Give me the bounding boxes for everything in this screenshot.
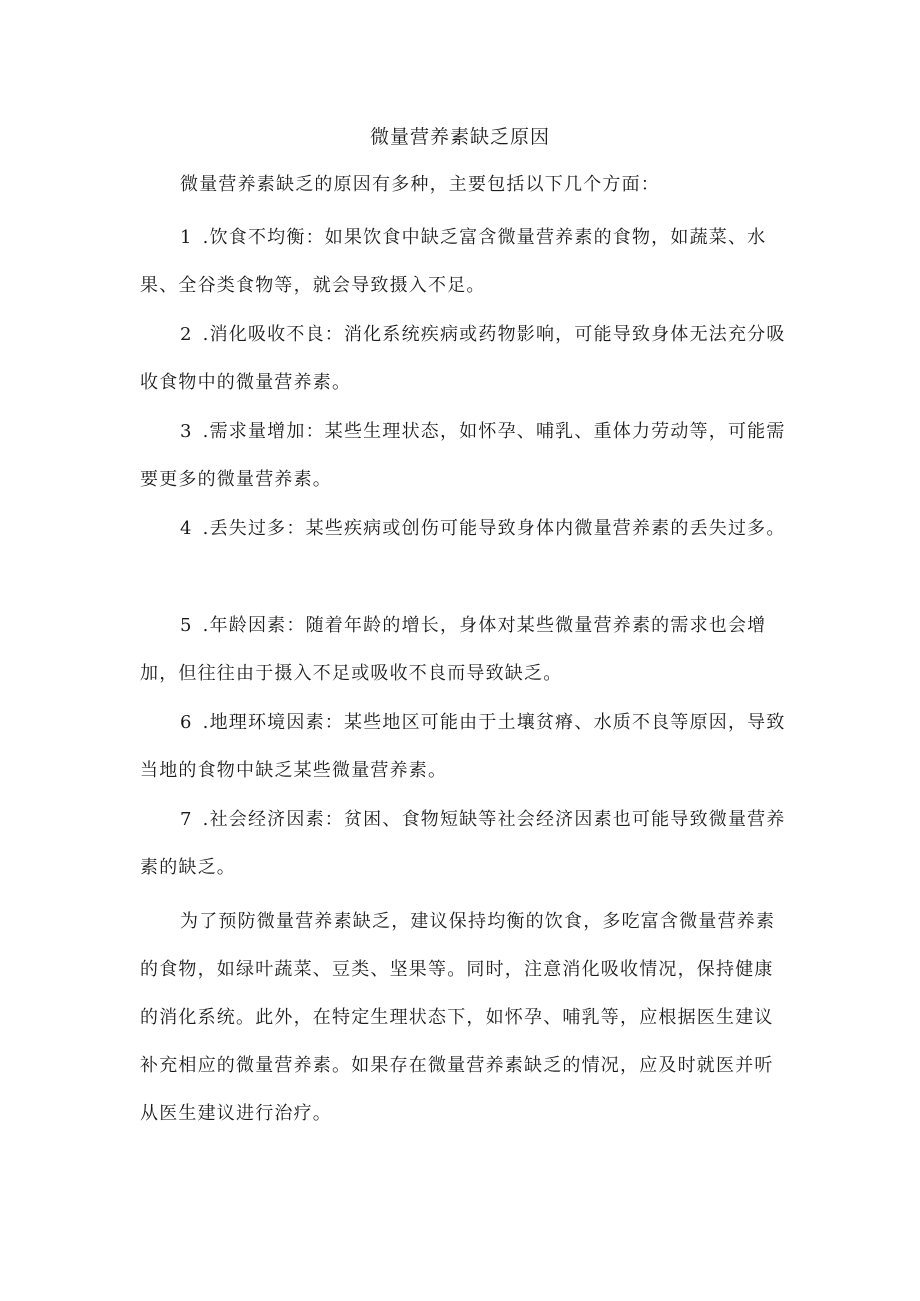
list-item bbox=[140, 796, 790, 892]
list-item-text: .年龄因素：随着年龄的增长，身体对某些微量营养素的需求也会增加，但往往由于摄入不足或吸收不良而导致缺乏。 bbox=[140, 615, 767, 684]
list-item-number: 5 bbox=[180, 615, 193, 636]
list-item-text: .饮食不均衡：如果饮食中缺乏富含微量营养素的食物，如蔬菜、水果、全谷类食物等，就会导致摄入不足。 bbox=[140, 227, 767, 296]
document-title: 微量营养素缺乏原因 bbox=[369, 126, 550, 148]
list-item bbox=[140, 214, 790, 310]
intro-paragraph: 微量营养素缺乏的原因有多种，主要包括以下几个方面： bbox=[180, 174, 660, 195]
list-item bbox=[140, 408, 790, 504]
list-item-text: .需求量增加：某些生理状态，如怀孕、哺乳、重体力劳动等，可能需要更多的微量营养素。 bbox=[140, 421, 786, 490]
list-item-number: 4 bbox=[180, 518, 193, 539]
list-item-number: 7 bbox=[180, 809, 193, 830]
list-item bbox=[140, 699, 790, 795]
closing-paragraph: 为了预防微量营养素缺乏，建议保持均衡的饮食，多吃富含微量营养素的食物，如绿叶蔬菜、豆类、坚果等。同时，注意消化吸收情况，保持健康的消化系统。此外，在特定生理状态下，如怀孕、哺乳等，应根据医生建议补充相应的微量营养素。如果存在微量营养素缺乏的情况，应及时就医并听从医生建议进行治疗。 bbox=[140, 911, 776, 1124]
list-item-number: 2 bbox=[180, 324, 193, 345]
list-item-text: .丢失过多：某些疾病或创伤可能导致身体内微量营养素的丢失过多。 bbox=[202, 518, 786, 539]
list-item bbox=[140, 505, 790, 553]
list-item-text: .地理环境因素：某些地区可能由于土壤贫瘠、水质不良等原因，导致当地的食物中缺乏某些微量营养素。 bbox=[140, 712, 786, 781]
list-item-text: .社会经济因素：贫困、食物短缺等社会经济因素也可能导致微量营养素的缺乏。 bbox=[140, 809, 786, 878]
list-item bbox=[140, 311, 790, 407]
list-item-number: 6 bbox=[180, 712, 193, 733]
list-item-number: 1 bbox=[180, 227, 193, 248]
list-item bbox=[140, 602, 790, 698]
list-item-text: .消化吸收不良：消化系统疾病或药物影响，可能导致身体无法充分吸收食物中的微量营养素。 bbox=[140, 324, 786, 393]
list-item-number: 3 bbox=[180, 421, 193, 442]
